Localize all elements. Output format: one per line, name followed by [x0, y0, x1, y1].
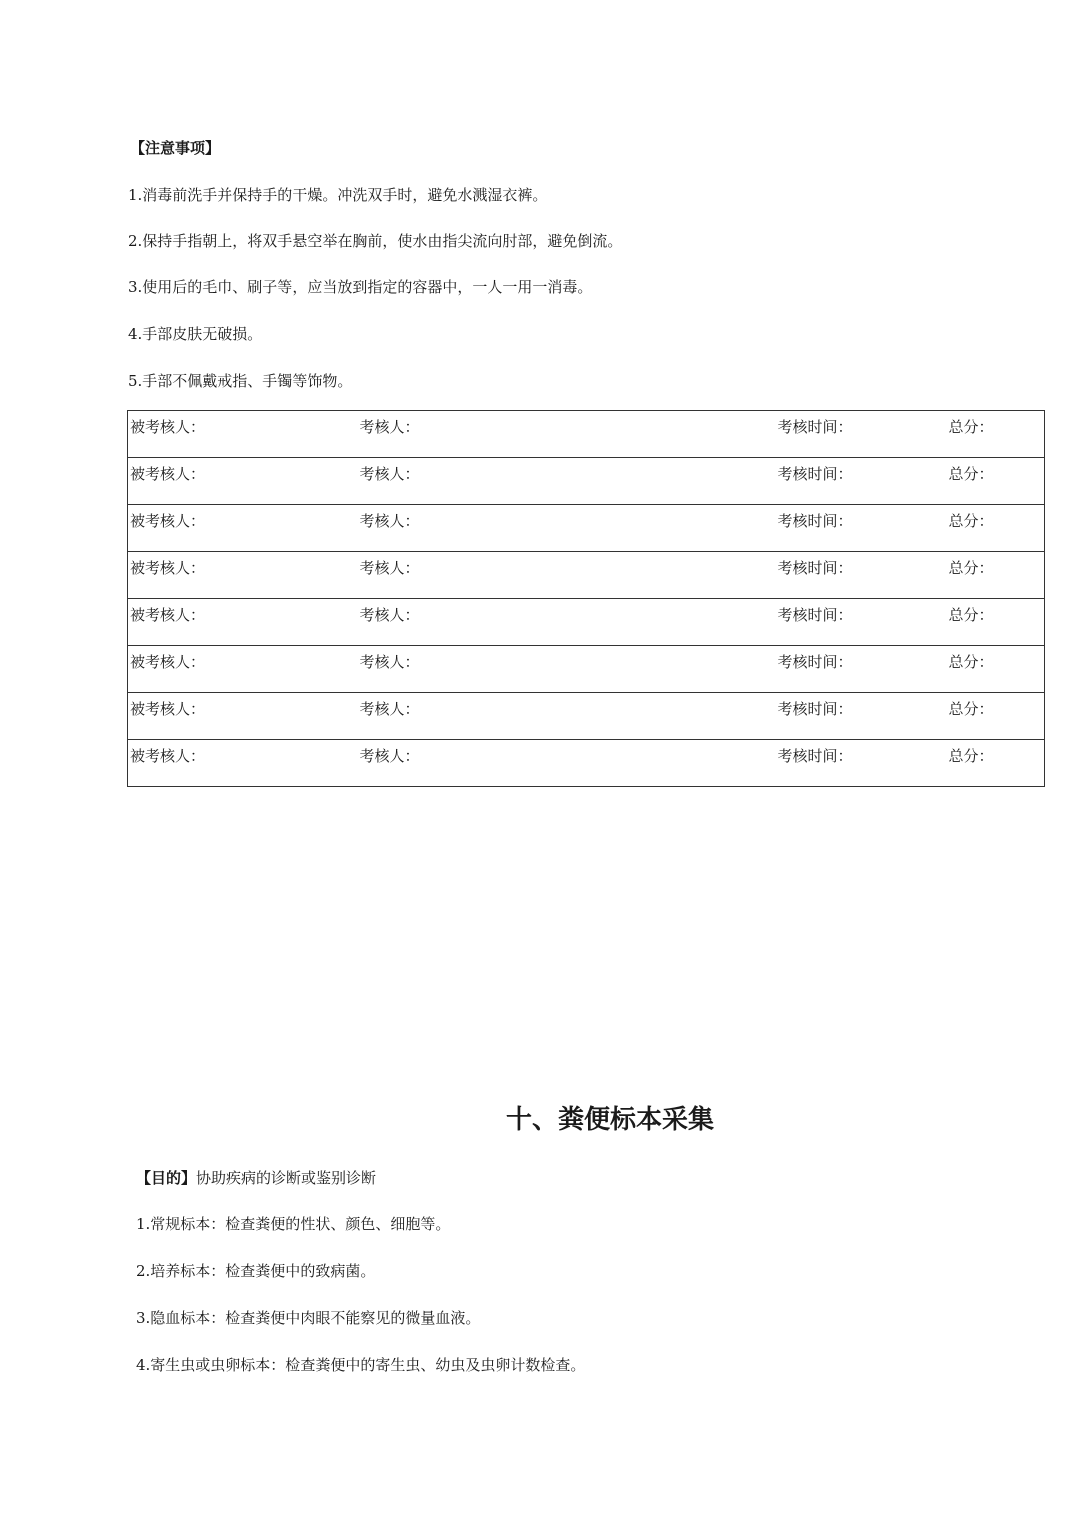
examiner-cell: 考核人： — [358, 505, 776, 552]
exam-time-cell: 考核时间： — [776, 693, 947, 740]
specimen-item: 2.培养标本：检查粪便中的致病菌。 — [136, 1262, 376, 1280]
table-row — [128, 458, 1045, 505]
table-row — [128, 693, 1045, 740]
total-score-cell: 总分： — [947, 505, 1045, 552]
examinee-cell: 被考核人： — [128, 411, 358, 458]
exam-time-cell: 考核时间： — [776, 552, 947, 599]
exam-time-cell: 考核时间： — [776, 505, 947, 552]
total-score-cell: 总分： — [947, 411, 1045, 458]
notes-heading: 【注意事项】 — [130, 139, 221, 157]
total-score-cell: 总分： — [947, 599, 1045, 646]
exam-time-cell: 考核时间： — [776, 646, 947, 693]
table-row — [128, 505, 1045, 552]
table-row — [128, 646, 1045, 693]
note-item: 4.手部皮肤无破损。 — [128, 325, 263, 343]
table-row — [128, 740, 1045, 787]
examinee-cell: 被考核人： — [128, 740, 358, 787]
examiner-cell: 考核人： — [358, 693, 776, 740]
specimen-item: 3.隐血标本：检查粪便中肉眼不能察见的微量血液。 — [136, 1309, 481, 1327]
total-score-cell: 总分： — [947, 693, 1045, 740]
total-score-cell: 总分： — [947, 458, 1045, 505]
exam-time-cell: 考核时间： — [776, 599, 947, 646]
examiner-cell: 考核人： — [358, 740, 776, 787]
examinee-cell: 被考核人： — [128, 599, 358, 646]
table-row — [128, 599, 1045, 646]
examiner-cell: 考核人： — [358, 458, 776, 505]
note-item: 1.消毒前洗手并保持手的干燥。冲洗双手时，避免水溅湿衣裤。 — [128, 186, 548, 204]
note-item: 2.保持手指朝上，将双手悬空举在胸前，使水由指尖流向肘部，避免倒流。 — [128, 232, 623, 250]
total-score-cell: 总分： — [947, 646, 1045, 693]
examinee-cell: 被考核人： — [128, 552, 358, 599]
specimen-item: 1.常规标本：检查粪便的性状、颜色、细胞等。 — [136, 1215, 451, 1233]
examinee-cell: 被考核人： — [128, 693, 358, 740]
purpose-text: 协助疾病的诊断或鉴别诊断 — [196, 1169, 377, 1187]
purpose-label: 【目的】 — [136, 1169, 197, 1187]
exam-time-cell: 考核时间： — [776, 411, 947, 458]
specimen-item: 4.寄生虫或虫卵标本：检查粪便中的寄生虫、幼虫及虫卵计数检查。 — [136, 1356, 586, 1374]
examinee-cell: 被考核人： — [128, 458, 358, 505]
table-row — [128, 411, 1045, 458]
note-item: 5.手部不佩戴戒指、手镯等饰物。 — [128, 372, 353, 390]
examiner-cell: 考核人： — [358, 552, 776, 599]
examiner-cell: 考核人： — [358, 599, 776, 646]
examiner-cell: 考核人： — [358, 411, 776, 458]
section-title: 十、粪便标本采集 — [505, 1105, 714, 1135]
total-score-cell: 总分： — [947, 740, 1045, 787]
examiner-cell: 考核人： — [358, 646, 776, 693]
examinee-cell: 被考核人： — [128, 505, 358, 552]
purpose-line — [136, 1166, 376, 1190]
table-row — [128, 552, 1045, 599]
exam-time-cell: 考核时间： — [776, 740, 947, 787]
total-score-cell: 总分： — [947, 552, 1045, 599]
exam-time-cell: 考核时间： — [776, 458, 947, 505]
note-item: 3.使用后的毛巾、刷子等，应当放到指定的容器中，一人一用一消毒。 — [128, 278, 593, 296]
examinee-cell: 被考核人： — [128, 646, 358, 693]
assessment-table — [127, 410, 1045, 787]
